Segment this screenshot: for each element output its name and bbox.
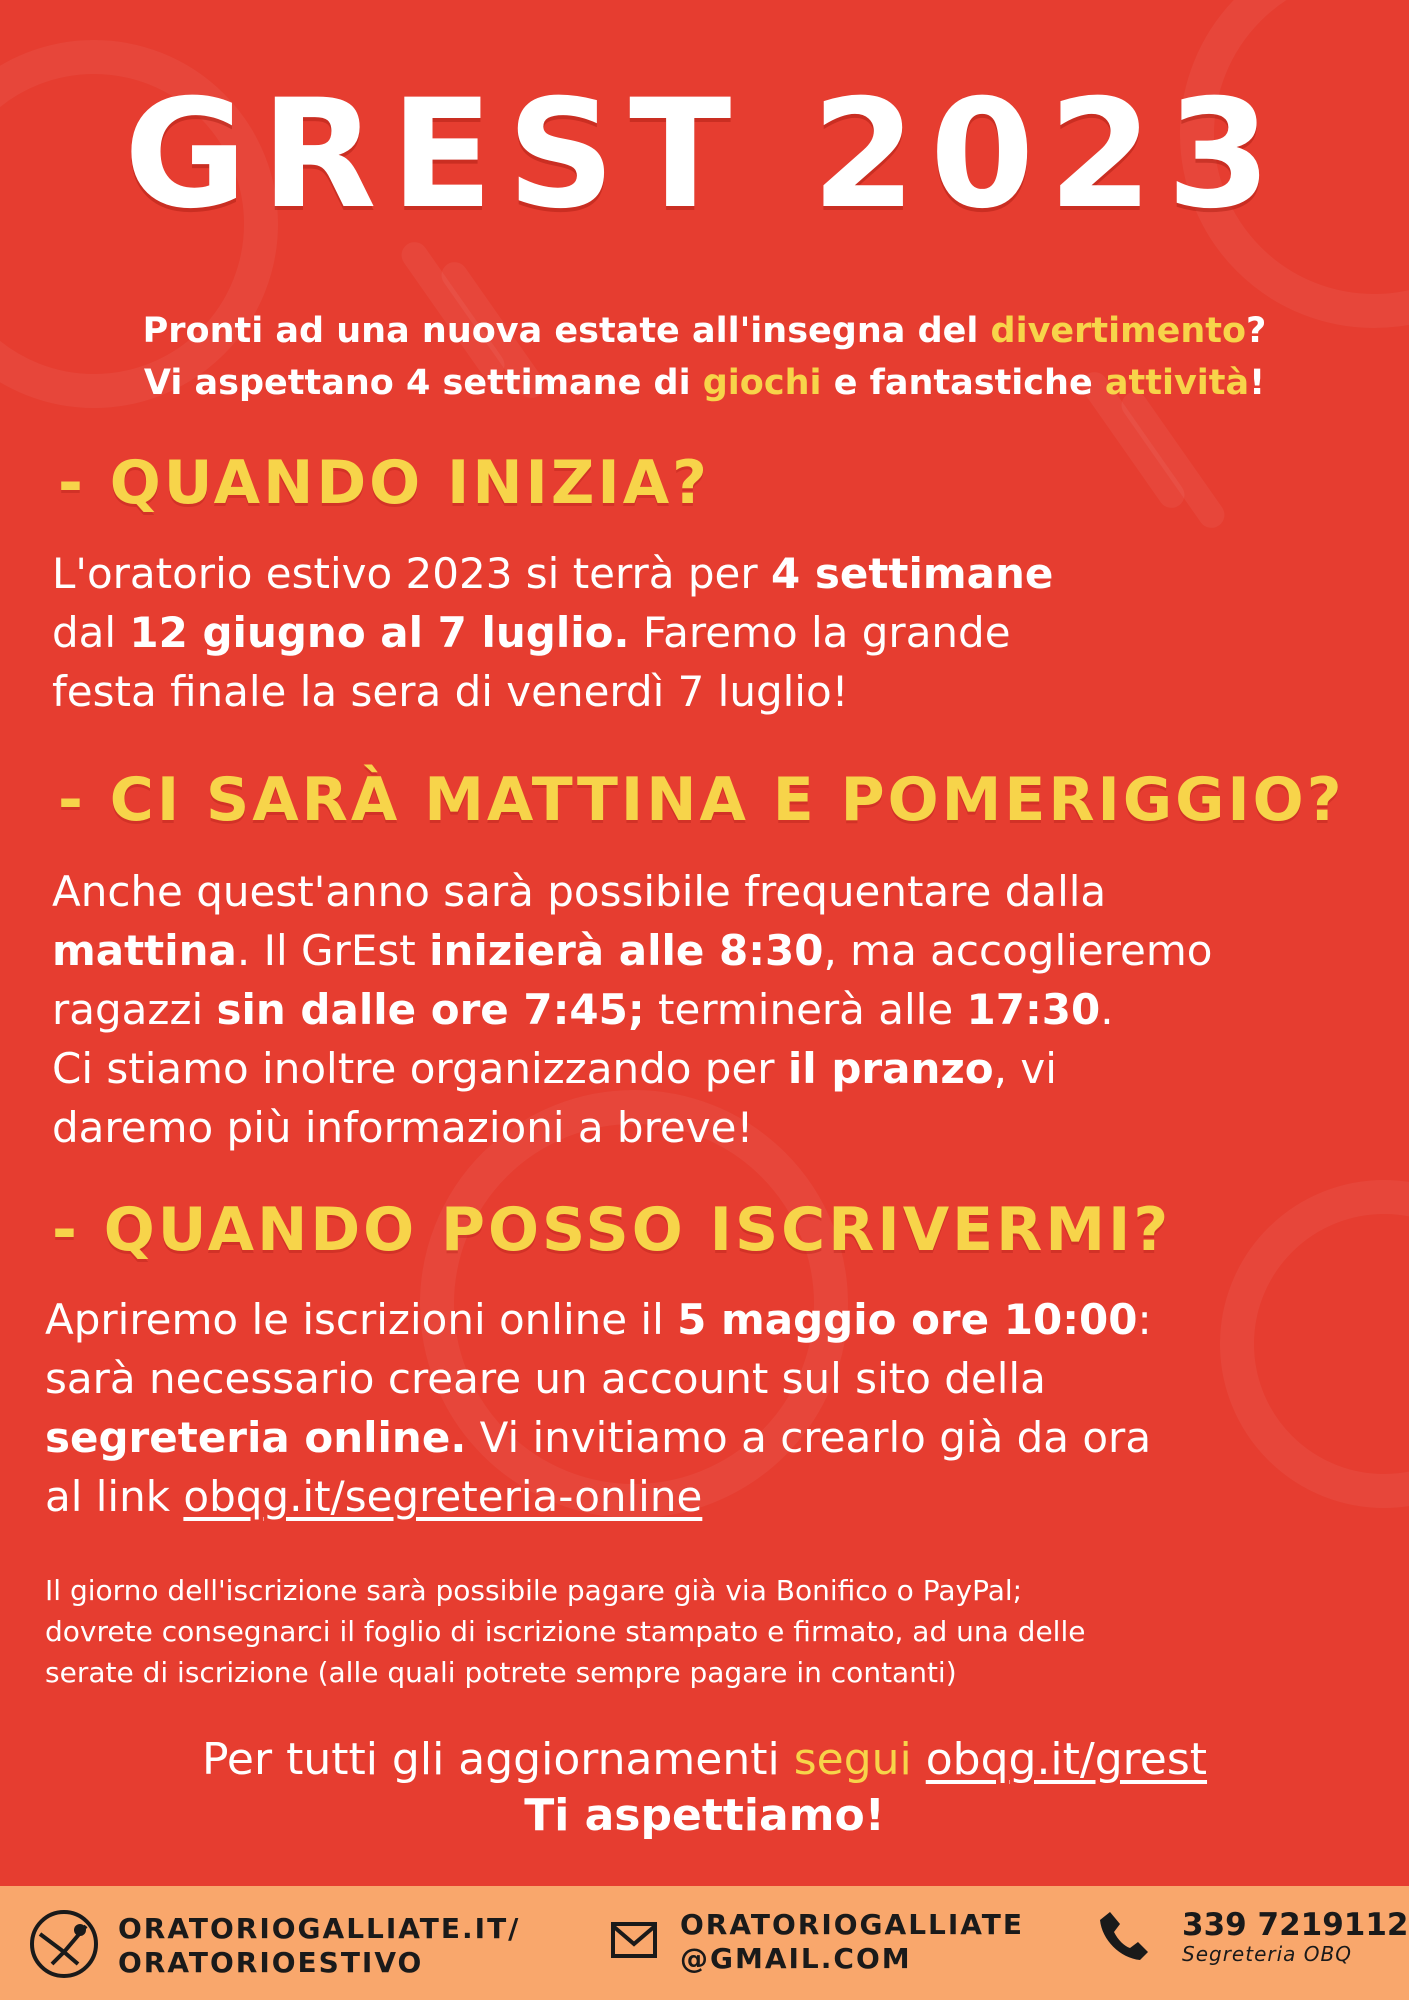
mail-icon (610, 1920, 658, 1964)
payment-note: Il giorno dell'iscrizione sarà possibile pagare già via Bonifico o PayPal; dovrete consegnarci il foglio di iscrizione stampato e firmato, ad una delle serate di iscrizione (alle quali potrete sempre pagare in contanti) (45, 1574, 1086, 1689)
section-text-iscrizioni: Apriremo le iscrizioni online il 5 maggio ore 10:00: sarà necessario creare un account sul sito della segreteria online. Vi invitiamo a crearlo già da ora al link obqg.it/segreteria-online (45, 1295, 1152, 1521)
closing-text: Per tutti gli aggiornamenti segui obqg.it/grest Ti aspettiamo! (201, 1734, 1208, 1841)
contact-footer (0, 1886, 1409, 2000)
intro-line-2: Vi aspettano 4 settimane di giochi e fantastiche attività! (143, 363, 1266, 403)
footer-phone[interactable] (1098, 1908, 1409, 1966)
footer-website[interactable] (24, 1904, 520, 1988)
footer-email-line-2: @GMAIL.COM (680, 1942, 912, 1975)
page-title: GREST 2023 (123, 68, 1286, 242)
footer-email-line-1: ORATORIOGALLIATE (680, 1908, 1025, 1941)
section-heading-mattina-pomeriggio: - CI SARÀ MATTINA E POMERIGGIO? (58, 765, 1345, 835)
section-text-quando-inizia: L'oratorio estivo 2023 si terrà per 4 settimane dal 12 giugno al 7 luglio. Faremo la grande festa finale la sera di venerdì 7 luglio! (52, 549, 1054, 716)
intro-text (0, 305, 1409, 409)
phone-icon (1098, 1908, 1152, 1966)
footer-website-line-2: ORATORIOESTIVO (118, 1946, 424, 1979)
section-heading-quando-inizia: - QUANDO INIZIA? (58, 448, 710, 518)
phone-label: Segreteria OBQ (1182, 1942, 1352, 1966)
logo-icon (24, 1904, 104, 1988)
section-heading-iscrizioni: - QUANDO POSSO ISCRIVERMI? (52, 1195, 1172, 1265)
footer-email[interactable] (610, 1908, 1024, 1976)
section-text-mattina-pomeriggio: Anche quest'anno sarà possibile frequentare dalla mattina. Il GrEst inizierà alle 8:30, ma accoglieremo ragazzi sin dalle ore 7:45; terminerà alle 17:30. Ci stiamo inoltre organizzando per il pranzo, vi daremo più informazioni a breve! (52, 867, 1213, 1152)
grest-link[interactable]: obqg.it/grest (925, 1734, 1208, 1785)
segreteria-online-link[interactable]: obqg.it/segreteria-online (183, 1472, 703, 1521)
intro-line-1: Pronti ad una nuova estate all'insegna del divertimento? (142, 311, 1267, 351)
phone-number: 339 7219112 (1182, 1907, 1409, 1943)
footer-website-line-1: ORATORIOGALLIATE.IT/ (118, 1912, 521, 1945)
